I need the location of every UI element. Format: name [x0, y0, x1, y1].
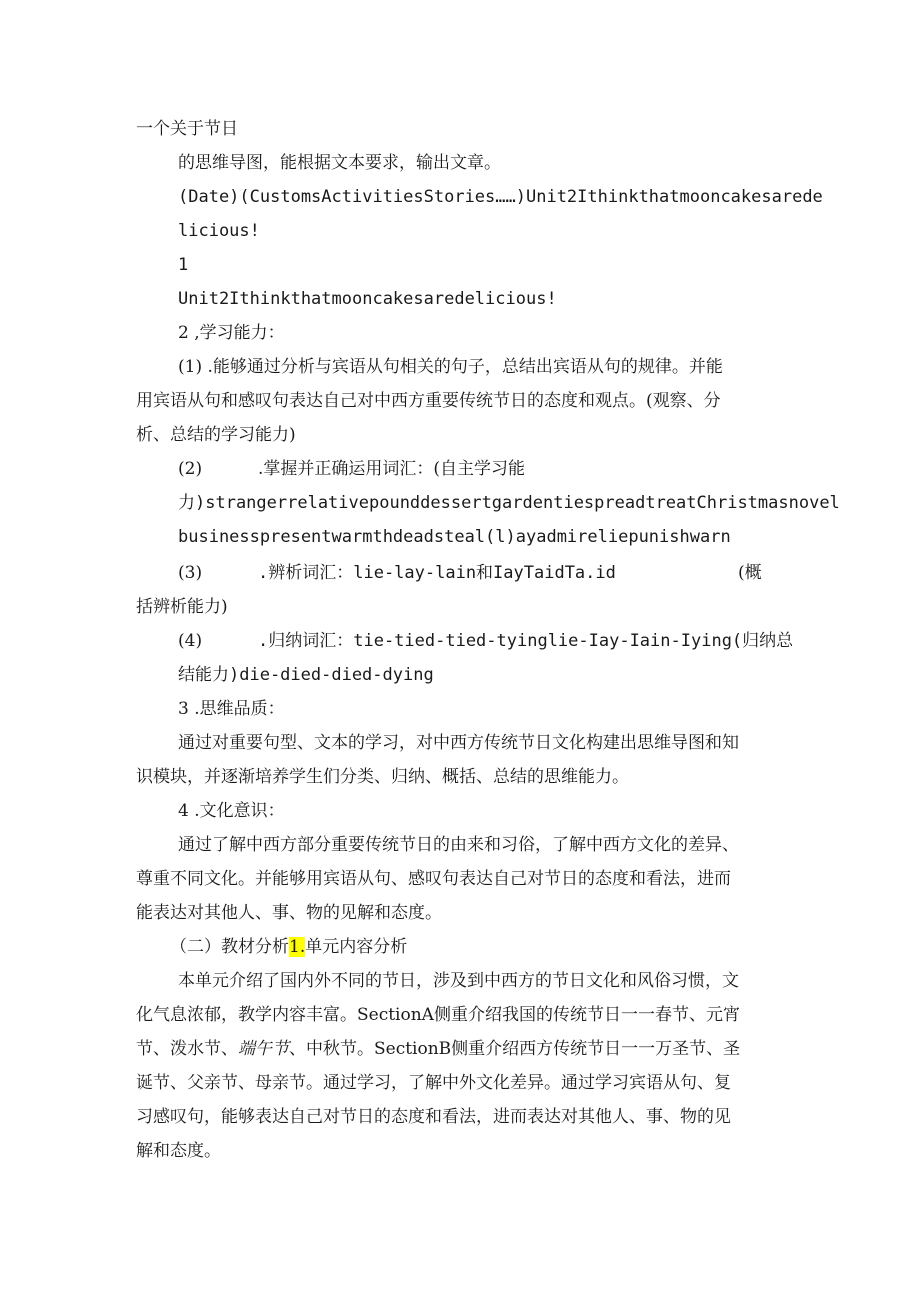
line-festival-intro: 一个关于节日	[136, 119, 238, 139]
line-unit-3	[136, 1038, 740, 1060]
line-unit-6: 解和态度。	[136, 1141, 221, 1161]
line-unit-4: 诞节、父亲节、母亲节。通过学习，了解中外文化差异。通过学习宾语从句、复	[136, 1073, 731, 1093]
highlighted-number: 1.	[289, 937, 306, 957]
line-mind-map: 的思维导图，能根据文本要求，输出文章。	[178, 153, 501, 173]
line-item-1-end: 析、总结的学习能力)	[136, 425, 296, 445]
line-number-1: 1	[178, 255, 189, 275]
line-thinking-2: 识模块，并逐渐培养学生们分类、归纳、概括、总结的思维能力。	[136, 767, 629, 787]
item-4-text: .归纳词汇：tie-tied-tied-tyinglie-Iay-Iain-Iying(归纳总	[258, 631, 794, 651]
line-date-customs: (Date)(CustomsActivitiesStories……)Unit2Ithinkthatmooncakesarede	[178, 187, 823, 207]
item-3-number: (3)	[178, 563, 203, 583]
item-2-number: (2)	[178, 459, 203, 479]
line-unit-1: 本单元介绍了国内外不同的节日，涉及到中西方的节日文化和风俗习惯，文	[178, 971, 739, 991]
unit-3-end: 、中秋节。SectionB侧重介绍西方传统节日一一万圣节、圣	[289, 1039, 741, 1059]
line-unit-2: 化气息浓郁，教学内容丰富。SectionA侧重介绍我国的传统节日一一春节、元宵	[136, 1005, 740, 1025]
item-3-bracket: (概	[738, 563, 762, 583]
line-culture-2: 尊重不同文化。并能够用宾语从句、感叹句表达自己对节日的态度和看法，进而	[136, 869, 731, 889]
line-culture-1: 通过了解中西方部分重要传统节日的由来和习俗，了解中西方文化的差异、	[178, 835, 739, 855]
item-2-text: .掌握并正确运用词汇：(自主学习能	[258, 459, 526, 479]
item-3-text: .辨析词汇：lie-lay-lain和IayTaidTa.id	[258, 563, 616, 583]
line-culture-3: 能表达对其他人、事、物的见解和态度。	[136, 903, 442, 923]
line-vocab-list-2: businesspresentwarmthdeadsteal(l)ayadmireliepunishwarn	[178, 527, 731, 547]
line-unit-title: Unit2Ithinkthatmooncakesaredelicious!	[178, 289, 557, 309]
line-item-1-cont: 用宾语从句和感叹句表达自己对中西方重要传统节日的态度和观点。(观察、分	[136, 391, 721, 411]
line-thinking-1: 通过对重要句型、文本的学习，对中西方传统节日文化构建出思维导图和知	[178, 733, 739, 753]
dragon-boat-festival: 端午节	[238, 1039, 289, 1059]
line-unit-5: 习感叹句，能够表达自己对节日的态度和看法，进而表达对其他人、事、物的见	[136, 1107, 731, 1127]
line-item-1: (1) .能够通过分析与宾语从句相关的句子，总结出宾语从句的规律。并能	[178, 357, 723, 377]
line-delicious: licious!	[178, 221, 260, 241]
heading-textbook-analysis	[170, 936, 407, 958]
textbook-analysis-label: （二）教材分析	[170, 937, 289, 957]
heading-cultural-awareness: 4 .文化意识：	[178, 801, 285, 821]
unit-content-analysis-label: 单元内容分析	[305, 937, 408, 957]
heading-learning-ability: 2 ,学习能力：	[178, 323, 285, 343]
line-item-4-cont: 结能力)die-died-died-dying	[178, 665, 434, 685]
item-4-number: (4)	[178, 631, 203, 651]
line-vocab-list-1: 力)strangerrelativepounddessertgardentiespreadtreatChristmasnovel	[178, 493, 840, 513]
line-item-3-cont: 括辨析能力)	[136, 597, 228, 617]
unit-3-start: 节、泼水节、	[136, 1039, 238, 1059]
heading-thinking-quality: 3 .思维品质：	[178, 699, 285, 719]
